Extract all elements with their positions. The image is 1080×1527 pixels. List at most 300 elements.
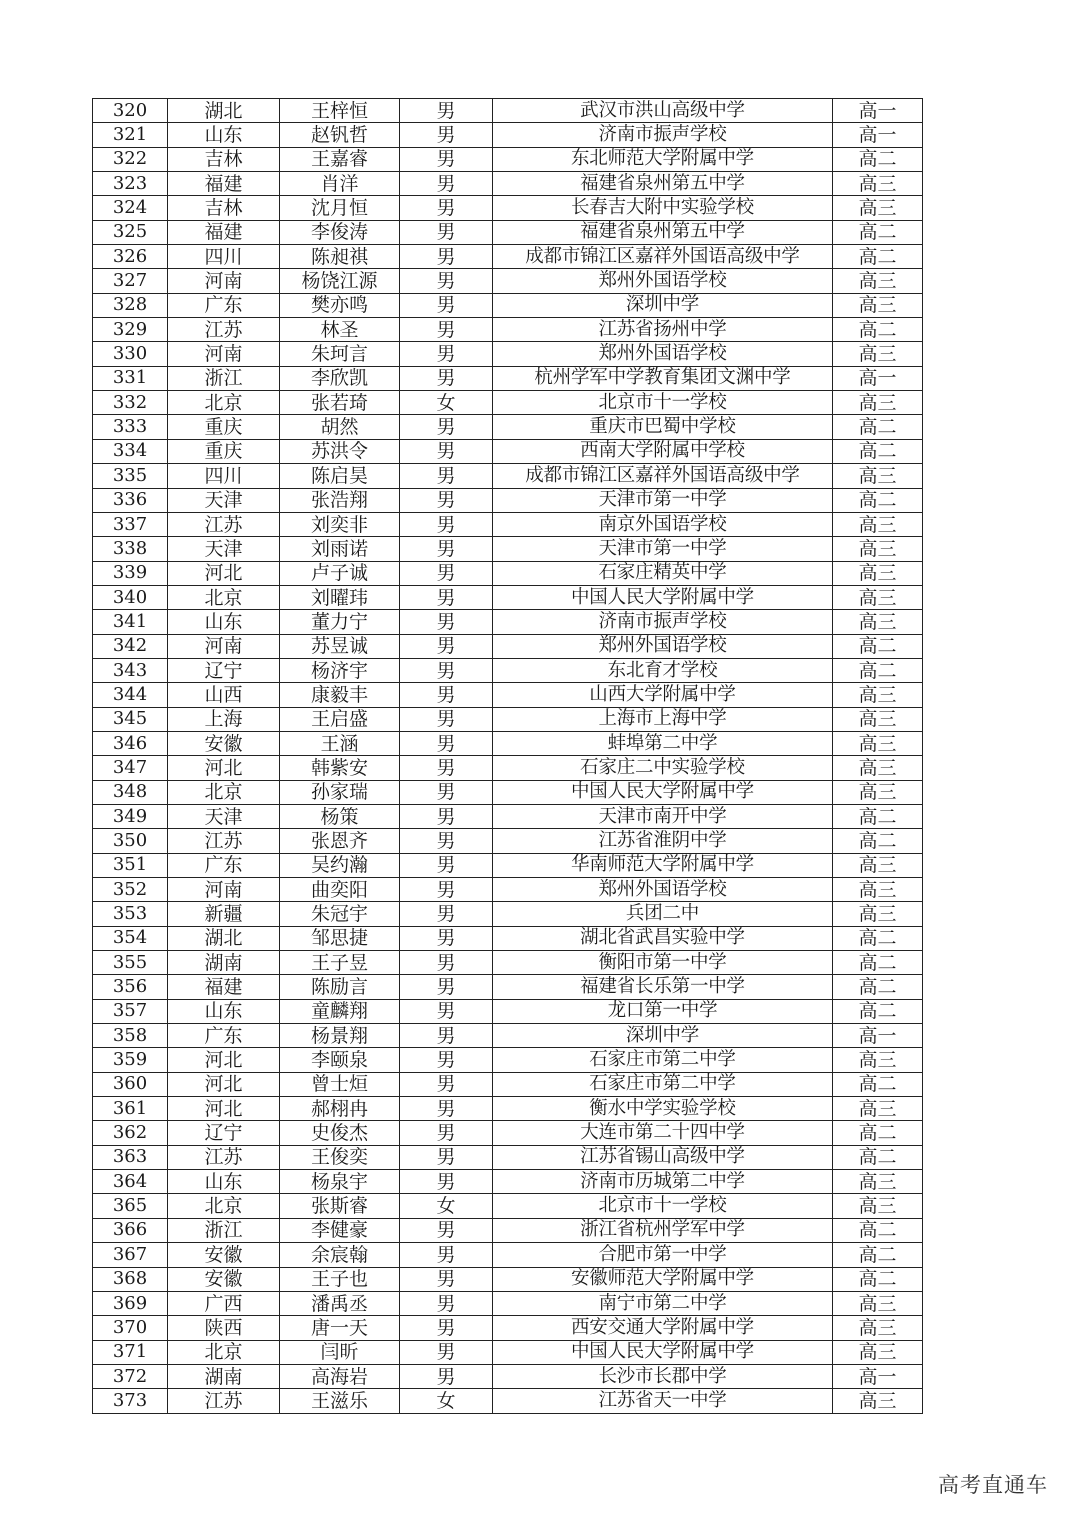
- cell-school: 长沙市长郡中学: [493, 1364, 833, 1388]
- cell-gender: 男: [400, 318, 493, 342]
- cell-gender: 男: [400, 999, 493, 1023]
- cell-gender: 男: [400, 1024, 493, 1048]
- cell-name: 曲奕阳: [280, 878, 400, 902]
- cell-name: 韩紫安: [280, 756, 400, 780]
- cell-gender: 男: [400, 464, 493, 488]
- table-row: [93, 1072, 923, 1096]
- cell-province: 山东: [168, 999, 280, 1023]
- table-row: [93, 1340, 923, 1364]
- cell-gender: 男: [400, 439, 493, 463]
- cell-school: 天津市第一中学: [493, 537, 833, 561]
- cell-name: 王子也: [280, 1267, 400, 1291]
- cell-school: 济南市振声学校: [493, 123, 833, 147]
- cell-province: 吉林: [168, 196, 280, 220]
- cell-gender: 男: [400, 829, 493, 853]
- cell-gender: 男: [400, 123, 493, 147]
- cell-name: 陈启昊: [280, 464, 400, 488]
- cell-school: 东北师范大学附属中学: [493, 147, 833, 171]
- cell-province: 河南: [168, 269, 280, 293]
- cell-number: 320: [93, 99, 168, 123]
- cell-number: 331: [93, 366, 168, 390]
- cell-province: 江苏: [168, 512, 280, 536]
- cell-grade: 高二: [833, 975, 923, 999]
- cell-school: 深圳中学: [493, 293, 833, 317]
- cell-number: 368: [93, 1267, 168, 1291]
- cell-grade: 高三: [833, 1389, 923, 1413]
- cell-school: 石家庄二中实验学校: [493, 756, 833, 780]
- table-row: [93, 99, 923, 123]
- cell-province: 辽宁: [168, 658, 280, 682]
- cell-name: 王子昱: [280, 951, 400, 975]
- table-row: [93, 415, 923, 439]
- cell-gender: 男: [400, 902, 493, 926]
- cell-gender: 男: [400, 731, 493, 755]
- table-row: [93, 1048, 923, 1072]
- roster-table: [92, 98, 923, 1414]
- cell-grade: 高三: [833, 1316, 923, 1340]
- cell-school: 郑州外国语学校: [493, 342, 833, 366]
- cell-province: 辽宁: [168, 1121, 280, 1145]
- cell-province: 浙江: [168, 1218, 280, 1242]
- table-row: [93, 1194, 923, 1218]
- cell-gender: 男: [400, 172, 493, 196]
- cell-gender: 男: [400, 1048, 493, 1072]
- cell-school: 衡水中学实验学校: [493, 1097, 833, 1121]
- cell-gender: 男: [400, 780, 493, 804]
- cell-number: 367: [93, 1243, 168, 1267]
- cell-province: 河北: [168, 1048, 280, 1072]
- cell-number: 353: [93, 902, 168, 926]
- roster-body: [93, 99, 923, 1414]
- table-row: [93, 366, 923, 390]
- cell-school: 上海市上海中学: [493, 707, 833, 731]
- cell-grade: 高三: [833, 1340, 923, 1364]
- cell-gender: 男: [400, 634, 493, 658]
- cell-number: 364: [93, 1170, 168, 1194]
- cell-grade: 高三: [833, 561, 923, 585]
- cell-province: 河南: [168, 342, 280, 366]
- cell-name: 童麟翔: [280, 999, 400, 1023]
- cell-school: 西安交通大学附属中学: [493, 1316, 833, 1340]
- cell-name: 吴约瀚: [280, 853, 400, 877]
- cell-gender: 男: [400, 975, 493, 999]
- table-row: [93, 853, 923, 877]
- cell-grade: 高二: [833, 1243, 923, 1267]
- cell-name: 张浩翔: [280, 488, 400, 512]
- cell-school: 中国人民大学附属中学: [493, 1340, 833, 1364]
- cell-grade: 高三: [833, 196, 923, 220]
- cell-number: 348: [93, 780, 168, 804]
- cell-number: 326: [93, 245, 168, 269]
- cell-gender: 男: [400, 1170, 493, 1194]
- cell-name: 杨饶江源: [280, 269, 400, 293]
- cell-province: 四川: [168, 464, 280, 488]
- cell-province: 河北: [168, 1097, 280, 1121]
- table-row: [93, 172, 923, 196]
- cell-province: 北京: [168, 585, 280, 609]
- cell-province: 山东: [168, 1170, 280, 1194]
- cell-number: 370: [93, 1316, 168, 1340]
- cell-school: 天津市第一中学: [493, 488, 833, 512]
- cell-number: 351: [93, 853, 168, 877]
- cell-grade: 高一: [833, 366, 923, 390]
- cell-name: 杨济宇: [280, 658, 400, 682]
- cell-grade: 高二: [833, 1145, 923, 1169]
- cell-number: 350: [93, 829, 168, 853]
- cell-grade: 高三: [833, 1291, 923, 1315]
- cell-school: 江苏省淮阴中学: [493, 829, 833, 853]
- cell-grade: 高三: [833, 853, 923, 877]
- cell-gender: 男: [400, 147, 493, 171]
- table-row: [93, 1170, 923, 1194]
- cell-name: 张斯睿: [280, 1194, 400, 1218]
- cell-grade: 高三: [833, 537, 923, 561]
- cell-school: 天津市南开中学: [493, 804, 833, 828]
- cell-province: 四川: [168, 245, 280, 269]
- cell-name: 张恩齐: [280, 829, 400, 853]
- cell-gender: 男: [400, 1340, 493, 1364]
- cell-name: 陈昶祺: [280, 245, 400, 269]
- cell-grade: 高三: [833, 172, 923, 196]
- table-row: [93, 756, 923, 780]
- cell-gender: 男: [400, 853, 493, 877]
- table-row: [93, 123, 923, 147]
- table-row: [93, 147, 923, 171]
- cell-number: 328: [93, 293, 168, 317]
- cell-number: 344: [93, 683, 168, 707]
- table-row: [93, 658, 923, 682]
- cell-grade: 高一: [833, 1364, 923, 1388]
- cell-grade: 高二: [833, 634, 923, 658]
- cell-number: 357: [93, 999, 168, 1023]
- table-row: [93, 488, 923, 512]
- cell-number: 349: [93, 804, 168, 828]
- cell-gender: 男: [400, 658, 493, 682]
- cell-grade: 高一: [833, 123, 923, 147]
- cell-school: 济南市历城第二中学: [493, 1170, 833, 1194]
- cell-school: 福建省泉州第五中学: [493, 220, 833, 244]
- cell-school: 安徽师范大学附属中学: [493, 1267, 833, 1291]
- table-row: [93, 1389, 923, 1413]
- cell-grade: 高三: [833, 391, 923, 415]
- cell-province: 天津: [168, 488, 280, 512]
- cell-grade: 高二: [833, 220, 923, 244]
- cell-name: 曾士烜: [280, 1072, 400, 1096]
- cell-school: 成都市锦江区嘉祥外国语高级中学: [493, 464, 833, 488]
- table-row: [93, 1145, 923, 1169]
- cell-gender: 男: [400, 1316, 493, 1340]
- cell-gender: 男: [400, 951, 493, 975]
- table-row: [93, 1121, 923, 1145]
- cell-grade: 高三: [833, 1097, 923, 1121]
- cell-number: 358: [93, 1024, 168, 1048]
- cell-name: 杨策: [280, 804, 400, 828]
- cell-school: 郑州外国语学校: [493, 634, 833, 658]
- cell-grade: 高三: [833, 878, 923, 902]
- cell-name: 胡然: [280, 415, 400, 439]
- cell-number: 323: [93, 172, 168, 196]
- cell-grade: 高三: [833, 756, 923, 780]
- cell-school: 成都市锦江区嘉祥外国语高级中学: [493, 245, 833, 269]
- cell-grade: 高二: [833, 439, 923, 463]
- cell-gender: 男: [400, 269, 493, 293]
- cell-gender: 男: [400, 245, 493, 269]
- cell-gender: 男: [400, 1121, 493, 1145]
- cell-grade: 高三: [833, 512, 923, 536]
- table-row: [93, 1364, 923, 1388]
- cell-name: 朱珂言: [280, 342, 400, 366]
- cell-school: 北京市十一学校: [493, 391, 833, 415]
- cell-grade: 高三: [833, 342, 923, 366]
- cell-grade: 高三: [833, 707, 923, 731]
- cell-province: 河北: [168, 561, 280, 585]
- cell-school: 山西大学附属中学: [493, 683, 833, 707]
- cell-grade: 高一: [833, 1024, 923, 1048]
- cell-number: 347: [93, 756, 168, 780]
- cell-province: 重庆: [168, 415, 280, 439]
- watermark-text: 高考直通车: [938, 1473, 1048, 1497]
- cell-number: 366: [93, 1218, 168, 1242]
- cell-school: 合肥市第一中学: [493, 1243, 833, 1267]
- table-row: [93, 1316, 923, 1340]
- table-row: [93, 464, 923, 488]
- cell-gender: 男: [400, 756, 493, 780]
- cell-grade: 高三: [833, 1170, 923, 1194]
- cell-grade: 高二: [833, 804, 923, 828]
- cell-province: 天津: [168, 537, 280, 561]
- cell-gender: 女: [400, 391, 493, 415]
- cell-gender: 男: [400, 196, 493, 220]
- cell-school: 济南市振声学校: [493, 610, 833, 634]
- cell-province: 浙江: [168, 366, 280, 390]
- cell-name: 卢子诚: [280, 561, 400, 585]
- cell-number: 371: [93, 1340, 168, 1364]
- cell-number: 363: [93, 1145, 168, 1169]
- cell-name: 郝栩冉: [280, 1097, 400, 1121]
- cell-name: 潘禹丞: [280, 1291, 400, 1315]
- cell-school: 郑州外国语学校: [493, 878, 833, 902]
- cell-name: 王启盛: [280, 707, 400, 731]
- cell-province: 湖北: [168, 99, 280, 123]
- table-row: [93, 220, 923, 244]
- cell-school: 武汉市洪山高级中学: [493, 99, 833, 123]
- cell-school: 深圳中学: [493, 1024, 833, 1048]
- cell-school: 江苏省天一中学: [493, 1389, 833, 1413]
- cell-gender: 男: [400, 1291, 493, 1315]
- cell-number: 342: [93, 634, 168, 658]
- cell-school: 湖北省武昌实验中学: [493, 926, 833, 950]
- cell-number: 343: [93, 658, 168, 682]
- cell-gender: 男: [400, 488, 493, 512]
- cell-grade: 高三: [833, 731, 923, 755]
- cell-school: 西南大学附属中学校: [493, 439, 833, 463]
- cell-province: 江苏: [168, 1145, 280, 1169]
- cell-name: 康毅丰: [280, 683, 400, 707]
- table-row: [93, 391, 923, 415]
- cell-grade: 高三: [833, 1194, 923, 1218]
- cell-grade: 高二: [833, 658, 923, 682]
- table-row: [93, 269, 923, 293]
- table-row: [93, 1097, 923, 1121]
- cell-name: 李俊涛: [280, 220, 400, 244]
- table-row: [93, 878, 923, 902]
- cell-school: 华南师范大学附属中学: [493, 853, 833, 877]
- cell-gender: 男: [400, 804, 493, 828]
- cell-province: 广东: [168, 1024, 280, 1048]
- cell-name: 朱冠宇: [280, 902, 400, 926]
- cell-province: 安徽: [168, 1243, 280, 1267]
- cell-province: 陕西: [168, 1316, 280, 1340]
- cell-school: 大连市第二十四中学: [493, 1121, 833, 1145]
- cell-gender: 女: [400, 1194, 493, 1218]
- cell-province: 湖北: [168, 926, 280, 950]
- cell-school: 石家庄精英中学: [493, 561, 833, 585]
- cell-province: 广东: [168, 853, 280, 877]
- cell-school: 浙江省杭州学军中学: [493, 1218, 833, 1242]
- cell-province: 江苏: [168, 829, 280, 853]
- cell-name: 高海岩: [280, 1364, 400, 1388]
- cell-grade: 高二: [833, 1218, 923, 1242]
- cell-school: 福建省泉州第五中学: [493, 172, 833, 196]
- cell-gender: 男: [400, 415, 493, 439]
- cell-number: 373: [93, 1389, 168, 1413]
- cell-province: 山西: [168, 683, 280, 707]
- cell-name: 樊亦鸣: [280, 293, 400, 317]
- cell-number: 362: [93, 1121, 168, 1145]
- cell-school: 东北育才学校: [493, 658, 833, 682]
- cell-school: 长春吉大附中实验学校: [493, 196, 833, 220]
- cell-gender: 男: [400, 1364, 493, 1388]
- cell-number: 340: [93, 585, 168, 609]
- cell-grade: 高二: [833, 1072, 923, 1096]
- cell-number: 329: [93, 318, 168, 342]
- cell-number: 352: [93, 878, 168, 902]
- cell-province: 河南: [168, 634, 280, 658]
- cell-number: 324: [93, 196, 168, 220]
- cell-province: 江苏: [168, 1389, 280, 1413]
- cell-name: 史俊杰: [280, 1121, 400, 1145]
- cell-province: 湖南: [168, 1364, 280, 1388]
- cell-grade: 高二: [833, 147, 923, 171]
- cell-name: 杨泉宇: [280, 1170, 400, 1194]
- cell-number: 345: [93, 707, 168, 731]
- cell-gender: 男: [400, 1267, 493, 1291]
- cell-number: 338: [93, 537, 168, 561]
- cell-school: 兵团二中: [493, 902, 833, 926]
- cell-grade: 高二: [833, 951, 923, 975]
- cell-province: 安徽: [168, 731, 280, 755]
- cell-province: 天津: [168, 804, 280, 828]
- cell-province: 湖南: [168, 951, 280, 975]
- cell-name: 杨景翔: [280, 1024, 400, 1048]
- cell-name: 苏洪令: [280, 439, 400, 463]
- cell-name: 王嘉睿: [280, 147, 400, 171]
- cell-school: 石家庄市第二中学: [493, 1072, 833, 1096]
- cell-gender: 男: [400, 707, 493, 731]
- cell-name: 陈励言: [280, 975, 400, 999]
- table-row: [93, 731, 923, 755]
- cell-province: 北京: [168, 780, 280, 804]
- cell-number: 365: [93, 1194, 168, 1218]
- cell-name: 苏昱诚: [280, 634, 400, 658]
- cell-number: 356: [93, 975, 168, 999]
- cell-school: 郑州外国语学校: [493, 269, 833, 293]
- cell-number: 339: [93, 561, 168, 585]
- cell-gender: 男: [400, 99, 493, 123]
- cell-province: 北京: [168, 1340, 280, 1364]
- cell-school: 蚌埠第二中学: [493, 731, 833, 755]
- cell-name: 肖洋: [280, 172, 400, 196]
- cell-gender: 男: [400, 1243, 493, 1267]
- cell-number: 337: [93, 512, 168, 536]
- cell-province: 江苏: [168, 318, 280, 342]
- cell-number: 361: [93, 1097, 168, 1121]
- cell-province: 河南: [168, 878, 280, 902]
- cell-grade: 高一: [833, 99, 923, 123]
- cell-school: 江苏省扬州中学: [493, 318, 833, 342]
- cell-grade: 高三: [833, 464, 923, 488]
- cell-grade: 高三: [833, 610, 923, 634]
- table-row: [93, 245, 923, 269]
- cell-school: 南京外国语学校: [493, 512, 833, 536]
- table-row: [93, 902, 923, 926]
- cell-name: 林圣: [280, 318, 400, 342]
- cell-gender: 男: [400, 342, 493, 366]
- cell-grade: 高二: [833, 415, 923, 439]
- cell-province: 山东: [168, 610, 280, 634]
- cell-grade: 高三: [833, 902, 923, 926]
- cell-name: 张若琦: [280, 391, 400, 415]
- cell-number: 355: [93, 951, 168, 975]
- cell-grade: 高三: [833, 293, 923, 317]
- cell-number: 336: [93, 488, 168, 512]
- cell-number: 334: [93, 439, 168, 463]
- cell-province: 河北: [168, 756, 280, 780]
- cell-number: 359: [93, 1048, 168, 1072]
- cell-school: 重庆市巴蜀中学校: [493, 415, 833, 439]
- cell-number: 333: [93, 415, 168, 439]
- table-row: [93, 804, 923, 828]
- table-row: [93, 926, 923, 950]
- table-row: [93, 561, 923, 585]
- cell-school: 北京市十一学校: [493, 1194, 833, 1218]
- cell-grade: 高三: [833, 1048, 923, 1072]
- cell-province: 福建: [168, 220, 280, 244]
- cell-school: 杭州学军中学教育集团文渊中学: [493, 366, 833, 390]
- table-row: [93, 634, 923, 658]
- cell-name: 邹思捷: [280, 926, 400, 950]
- cell-gender: 女: [400, 1389, 493, 1413]
- table-row: [93, 439, 923, 463]
- cell-grade: 高三: [833, 269, 923, 293]
- cell-province: 广西: [168, 1291, 280, 1315]
- table-row: [93, 951, 923, 975]
- table-row: [93, 1291, 923, 1315]
- cell-name: 王滋乐: [280, 1389, 400, 1413]
- cell-grade: 高二: [833, 245, 923, 269]
- cell-name: 刘雨诺: [280, 537, 400, 561]
- table-row: [93, 1243, 923, 1267]
- cell-name: 李健豪: [280, 1218, 400, 1242]
- cell-grade: 高二: [833, 999, 923, 1023]
- cell-gender: 男: [400, 220, 493, 244]
- cell-school: 福建省长乐第一中学: [493, 975, 833, 999]
- table-row: [93, 707, 923, 731]
- cell-province: 广东: [168, 293, 280, 317]
- cell-province: 福建: [168, 172, 280, 196]
- table-row: [93, 999, 923, 1023]
- cell-name: 沈月恒: [280, 196, 400, 220]
